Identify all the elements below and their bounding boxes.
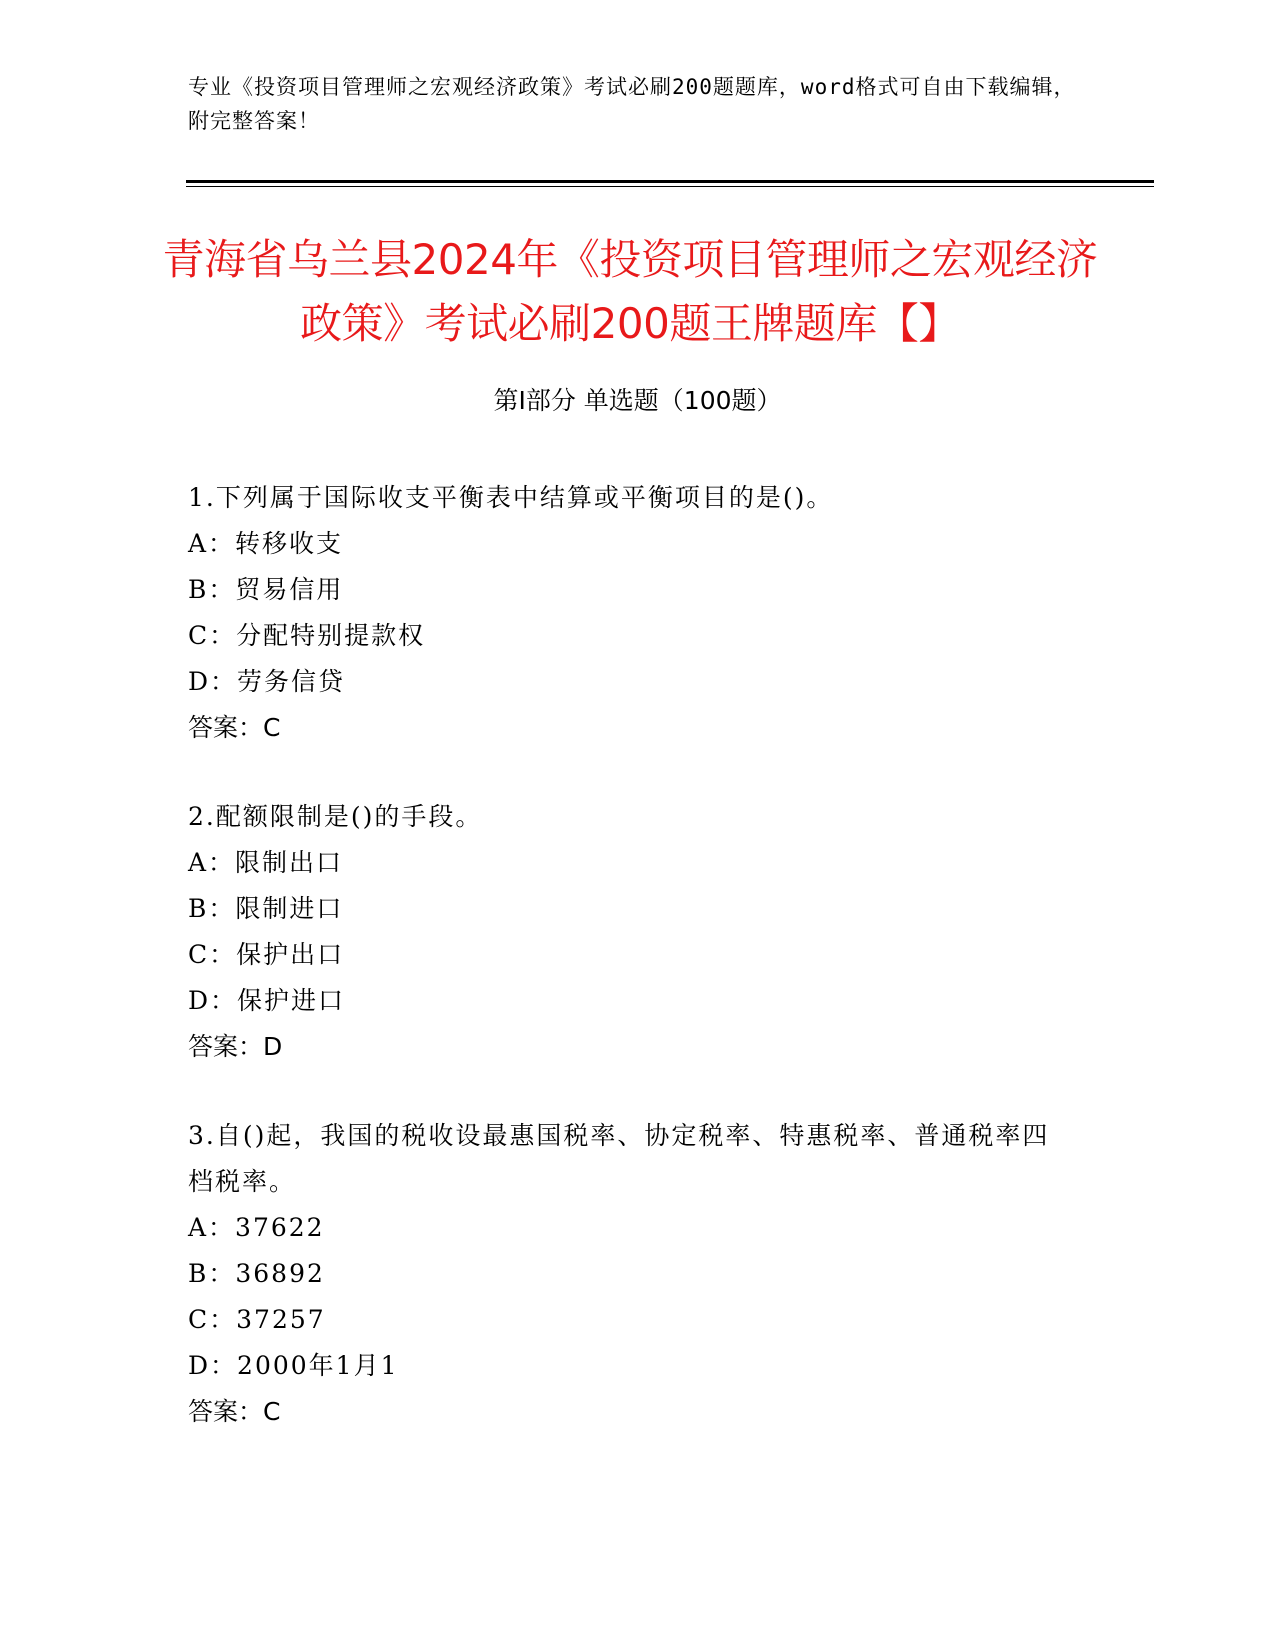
option-c: C：分配特别提款权 <box>188 621 426 650</box>
question-3 <box>188 1113 1068 1435</box>
option-c: C：保护出口 <box>188 940 345 969</box>
option-a: A：37622 <box>188 1213 325 1242</box>
answer: 答案：C <box>188 1397 281 1426</box>
option-d: D：劳务信贷 <box>188 667 346 696</box>
question-list <box>188 475 1068 1478</box>
answer: 答案：C <box>188 713 281 742</box>
header-rule-thin <box>186 186 1154 187</box>
question-stem: 1.下列属于国际收支平衡表中结算或平衡项目的是()。 <box>188 483 834 512</box>
option-c: C：37257 <box>188 1305 326 1334</box>
question-stem: 3.自()起，我国的税收设最惠国税率、协定税率、特惠税率、普通税率四档税率。 <box>188 1121 1050 1196</box>
option-a: A：转移收支 <box>188 529 344 558</box>
option-a: A：限制出口 <box>188 848 344 877</box>
answer: 答案：D <box>188 1032 283 1061</box>
question-stem: 2.配额限制是()的手段。 <box>188 802 483 831</box>
question-2 <box>188 794 1068 1070</box>
option-b: B：限制进口 <box>188 894 344 923</box>
option-d: D：2000年1月1 <box>188 1351 399 1380</box>
document-title: 青海省乌兰县2024年《投资项目管理师之宏观经济政策》考试必刷200题王牌题库【】 <box>162 235 1098 348</box>
option-d: D：保护进口 <box>188 986 346 1015</box>
header-rule-thick <box>186 180 1154 183</box>
question-1 <box>188 475 1068 751</box>
header-note: 专业《投资项目管理师之宏观经济政策》考试必刷200题题库，word格式可自由下载编辑，附完整答案！ <box>188 75 1076 133</box>
section-heading: 第I部分 单选题（100题） <box>493 386 782 415</box>
option-b: B：贸易信用 <box>188 575 344 604</box>
option-b: B：36892 <box>188 1259 325 1288</box>
